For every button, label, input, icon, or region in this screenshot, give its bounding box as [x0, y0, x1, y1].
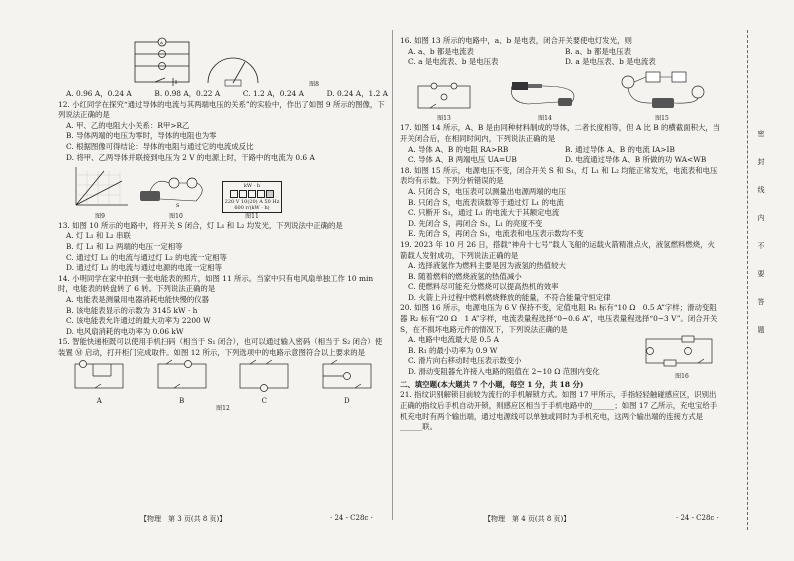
figure-caption: 图8	[309, 81, 319, 88]
seal-char: 答	[757, 298, 765, 306]
q13-option-b[interactable]: B. 灯 L₁ 和 L₂ 两端的电压一定相等	[66, 241, 183, 251]
q21-stem: 21. 指纹识别解锁目前较为流行的手机解锁方式。如图 17 甲所示，手指轻轻触碰感应区，识别出正确的指纹后手机自动开锁，则感应区相当于手机电路中的______；如图 17 乙所示，充电宝给手机充电时有两个输出端，通过电源线可以单独或同时为手机充电，这两个输出端的连接方式是______联。	[400, 390, 718, 432]
q16-option-b[interactable]: B. a、b 都是电压表	[565, 46, 631, 56]
meter-unit: kW · h	[243, 182, 261, 189]
q20-option-c[interactable]: C. 滑片向右移动时电压表示数变小	[408, 356, 522, 366]
seal-line	[747, 30, 748, 530]
q13-option-d[interactable]: D. 通过灯 L₁ 的电流与通过电源的电流一定相等	[66, 263, 222, 273]
figure-caption: 图16	[675, 372, 689, 380]
footer-code-left: · 24 - C28c ·	[330, 514, 373, 522]
q15-figures	[58, 360, 388, 405]
figure-caption: 图15	[655, 115, 669, 123]
circuit-fig15	[616, 70, 708, 112]
ammeter-dial-icon	[203, 48, 263, 88]
option-label: A	[96, 397, 102, 406]
energy-meter	[222, 181, 282, 213]
q18-option-b[interactable]: B. 只闭合 S，电流表读数等于通过灯 L₁ 的电流	[408, 197, 564, 207]
q19-option-c[interactable]: C. 使燃料尽可能充分燃烧可以提高热机的效率	[408, 282, 559, 292]
conductor-fig14	[508, 76, 582, 112]
q13-stem: 13. 如图 10 所示的电路中，将开关 S 闭合，灯 L₁ 和 L₂ 均发光，下列说法中正确的是	[58, 220, 343, 230]
circuit-fig16	[642, 335, 716, 369]
option-a[interactable]: A. 0.96 A，0.24 A	[66, 89, 132, 98]
q17-options-row1	[400, 145, 722, 156]
section-2-heading: 二、填空题(本大题共 7 个小题，每空 1 分，共 18 分)	[400, 379, 584, 389]
figure-caption: 图9	[95, 212, 105, 220]
q14-option-a[interactable]: A. 电能表是测量用电器消耗电能快慢的仪器	[66, 294, 210, 304]
q13-option-a[interactable]: A. 灯 L₁ 和 L₂ 串联	[66, 231, 131, 241]
figure-13	[414, 82, 474, 123]
q18-stem: 18. 如图 15 所示，电源电压不变，闭合开关 S 和 S₁，灯 L₁ 和 L₂ 均能正常发光，电流表和电压表均有示数。下列分析错误的是	[400, 165, 718, 186]
circuit-d	[319, 360, 375, 394]
q16-stem: 16. 如图 13 所示的电路中，a、b 是电表，闭合开关要使电灯发光，则	[400, 36, 632, 45]
option-circuit-d[interactable]	[319, 360, 375, 405]
option-circuit-b[interactable]	[154, 360, 210, 405]
q18-option-d[interactable]: D. 先闭合 S，再闭合 S₁，L₁ 的亮度不变	[408, 218, 543, 228]
q17-option-d[interactable]: D. 电流通过导体 A、B 所做的功 WA<WB	[565, 155, 707, 165]
circuit-diagram-fig8	[127, 38, 197, 88]
q20-options	[400, 335, 642, 380]
meter-display	[223, 190, 281, 198]
seal-char: 封	[757, 158, 765, 166]
option-label: D	[343, 397, 350, 406]
q19-stem: 19. 2023 年 10 月 26 日，搭载“神舟十七号”载人飞船的运载火箭精准点火，液氢燃料燃烧，火箭载人发射成功，下列说法正确的是	[400, 239, 715, 260]
q12-option-c[interactable]: C. 根据图像可得结论：导体的电阻与通过它的电流成反比	[66, 141, 254, 151]
option-b[interactable]: B. 0.98 A，0.22 A	[154, 89, 221, 98]
svg-text:A: A	[160, 40, 163, 45]
q16-option-a[interactable]: A. a、b 都是电流表	[408, 46, 474, 56]
figure-caption: 图13	[437, 115, 451, 123]
page-3	[58, 36, 388, 412]
q17-option-a[interactable]: A. 导体 A、B 的电阻 RA>RB	[408, 144, 509, 154]
q19-option-b[interactable]: B. 随着燃料的燃烧液氢的热值减小	[408, 271, 522, 281]
q16-figures	[400, 70, 722, 123]
q16-options-row1	[400, 47, 722, 58]
seal-notice	[755, 120, 767, 344]
q14-option-d[interactable]: D. 电风扇消耗的电功率为 0.06 kW	[66, 326, 184, 336]
figure-10	[136, 169, 216, 220]
seal-char: 要	[757, 270, 765, 278]
q12-option-a[interactable]: A. 甲、乙的电阻大小关系：R甲>R乙	[66, 120, 190, 130]
q14-stem: 14. 小明同学在家中拍到一张电能表的照片，如图 11 所示。当家中只有电风扇单独工作 10 min 时，电能表的转盘转了 6 转。下列说法正确的是	[58, 273, 374, 294]
iv-graph	[70, 165, 130, 209]
footer-left: 【物理 第 3 页(共 8 页)】	[140, 515, 227, 523]
q16-option-c[interactable]: C. a 是电流表、b 是电压表	[408, 57, 499, 67]
q20-options-and-figure	[400, 335, 722, 380]
option-circuit-c[interactable]	[236, 360, 292, 405]
svg-text:S: S	[176, 203, 180, 210]
q12-option-d[interactable]: D. 将甲、乙两导体并联接到电压为 2 V 的电源上时，干路中的电流为 0.6 A	[66, 152, 315, 162]
page-divider	[392, 30, 393, 520]
q20-block	[400, 303, 722, 379]
seal-char: 题	[757, 326, 765, 334]
figure-15	[616, 70, 708, 123]
figure-14	[508, 76, 582, 123]
q14-option-c[interactable]: C. 该电能表允许通过的最大功率为 2200 W	[66, 316, 211, 326]
q11-figure	[58, 38, 388, 88]
q17-stem: 17. 如图 14 所示，A、B 是由同种材料制成的导体，二者长度相等，但 A 比 B 的横截面积大，当开关闭合后，在相同时间内，下列说法正确的是	[400, 123, 721, 143]
q17-option-c[interactable]: C. 导体 A、B 两端电压 UA=UB	[408, 155, 517, 165]
q20-option-a[interactable]: A. 电路中电流最大是 0.5 A	[408, 335, 499, 345]
q18-option-e[interactable]: E. 先闭合 S，再闭合 S₁，电流表和电压表示数均不变	[408, 229, 584, 239]
q16-options-row2	[400, 57, 722, 68]
q20-option-b[interactable]: B. R₁ 的最小功率为 0.9 W	[408, 345, 498, 355]
q16-option-d[interactable]: D. a 是电压表、b 是电流表	[565, 57, 656, 67]
seal-char: 密	[757, 130, 765, 138]
q18-option-c[interactable]: C. 只断开 S₁，通过 L₁ 的电流大于其额定电流	[408, 208, 560, 218]
q17-options-row2	[400, 155, 722, 166]
q19-option-a[interactable]: A. 选择液氢作为燃料主要是因为液氢的热值较大	[408, 261, 566, 271]
footer-right: 【物理 第 4 页(共 8 页)】	[484, 515, 571, 523]
figure-caption: 图14	[538, 115, 552, 123]
option-c[interactable]: C. 1.2 A，0.24 A	[242, 89, 304, 98]
seal-char: 线	[757, 186, 765, 194]
seal-char: 内	[757, 214, 765, 222]
q18-option-a[interactable]: A. 只闭合 S，电压表可以测量出电源两端的电压	[408, 186, 566, 196]
circuit-a	[71, 360, 127, 394]
figure-9	[70, 165, 130, 220]
figure-11	[222, 181, 282, 220]
option-circuit-a[interactable]	[71, 360, 127, 405]
option-label: B	[179, 397, 185, 406]
meter-spec-1: 220 V 10(20) A 50 Hz	[224, 198, 280, 205]
q12-option-b[interactable]: B. 导体两端的电压为零时，导体的电阻也为零	[66, 131, 217, 141]
q15-stem: 15. 智能快递柜既可以使用手机扫码（相当于 S₁ 闭合），也可以通过输入密码（相当于 S₂ 闭合）使装置 Ⓜ 启动，打开柜门完成取件。如图 12 所示，下列选项中的电路示意图符合以上要求的是	[58, 337, 383, 357]
meter-spec-2: 600 r/(kW · h)	[234, 204, 270, 211]
circuit-b	[154, 360, 210, 394]
q19-option-d[interactable]: D. 火箭上升过程中燃料燃烧释放的能量，不符合能量守恒定律	[408, 292, 611, 302]
footer-code-right: · 24 - C28c ·	[676, 514, 719, 522]
figure-caption: 图10	[169, 212, 183, 220]
q11-options	[58, 89, 388, 100]
q14-option-b[interactable]: B. 该电能表显示的示数为 3145 kW · h	[66, 305, 198, 315]
q17-option-b[interactable]: B. 通过导体 A、B 的电流 IA>IB	[565, 144, 675, 154]
option-label: C	[261, 397, 267, 406]
q20-option-d[interactable]: D. 滑动变阻器允许接入电路的阻值在 2~10 Ω 范围内变化	[408, 367, 600, 377]
q12-figures	[58, 165, 388, 220]
bulb-circuit	[136, 169, 216, 209]
q13-option-c[interactable]: C. 通过灯 L₁ 的电流与通过灯 L₂ 的电流一定相等	[66, 252, 227, 262]
q20-stem: 20. 如图 16 所示，电源电压为 6 V 保持不变，定值电阻 R₁ 标有“10 Ω 0.5 A”字样；滑动变阻器 R₂ 标有“20 Ω 1 A”字样，电流表量程选择“0~0.6 A”，电压表量程选择“0~3 V”。闭合开关 S，在不损坏电路元件的情况下，下列说法正确的是	[400, 303, 718, 334]
option-d[interactable]: D. 0.24 A，1.2 A	[326, 89, 388, 98]
q12-stem: 12. 小红同学在探究“通过导体的电流与其两端电压的关系”的实验中，作出了如图 9 所示的图像，下列说法正确的是	[58, 99, 385, 120]
figure-caption: 图12	[216, 405, 230, 413]
seal-char: 不	[757, 242, 765, 250]
figure-caption: 图11	[245, 212, 259, 220]
page-4	[400, 36, 722, 433]
figure-16	[642, 335, 722, 380]
circuit-c	[236, 360, 292, 394]
circuit-fig13	[414, 82, 474, 112]
